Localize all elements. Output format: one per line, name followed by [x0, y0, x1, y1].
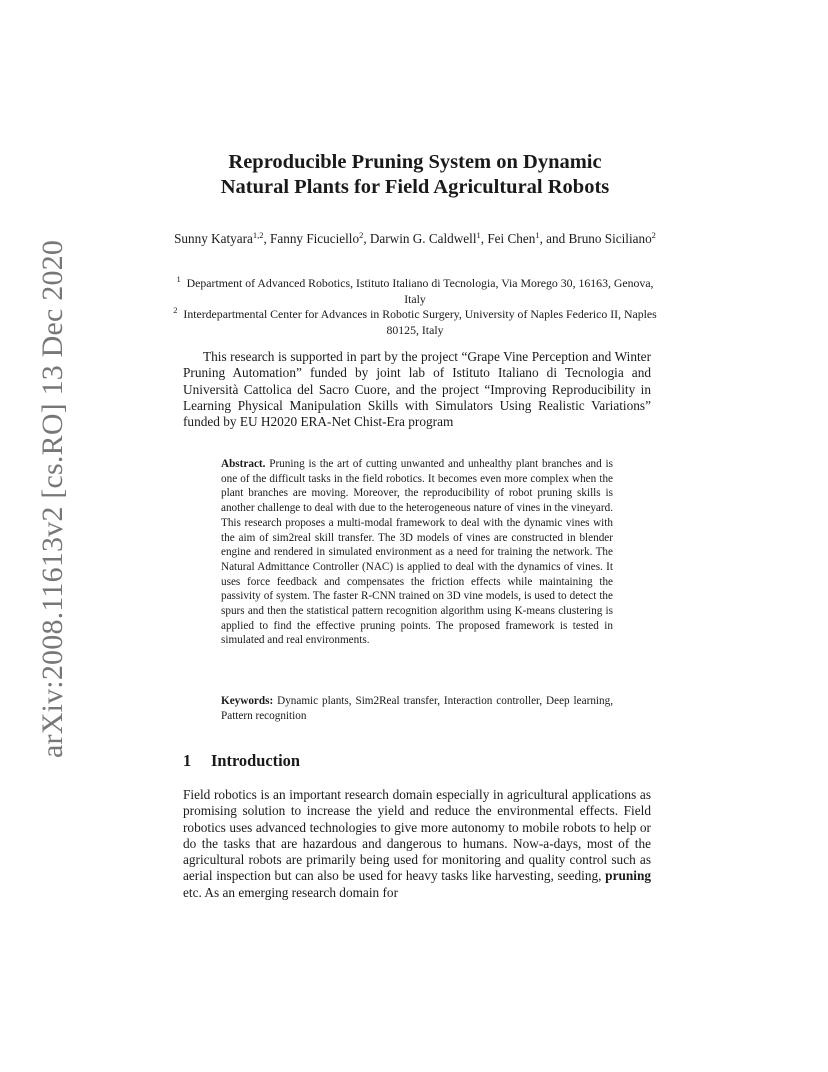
author-name: , and Bruno Siciliano: [539, 231, 652, 246]
intro-bold-word: pruning: [605, 868, 651, 884]
keywords-text: Dynamic plants, Sim2Real transfer, Interaction controller, Deep learning, Pattern recognition: [221, 695, 614, 722]
intro-text: Field robotics is an important research domain especially in agricultural applications as promising solution to increase the yield and reduce the environmental effects. Field robotics uses advanced technologies to give more autonomy to mobile robots to help or do the tasks that are hazardous and dangerous to humans. Now-a-days, most of the agricultural robots are primarily being used for monitoring and quality control such as aerial inspection but can also be used for heavy tasks like harvesting, seeding,: [183, 787, 651, 884]
paper-title-line-1: Reproducible Pruning System on Dynamic: [228, 151, 602, 173]
affiliations: [170, 276, 660, 338]
affiliation-1: [170, 276, 660, 307]
author-list: [160, 230, 670, 247]
affiliation-2: [170, 307, 660, 338]
author-affiliation-mark: 2: [359, 230, 364, 240]
section-number: 1: [183, 751, 192, 770]
author-name: , Darwin G. Caldwell: [363, 231, 477, 246]
keywords: [221, 694, 613, 723]
affiliation-number: 2: [173, 305, 178, 315]
abstract: [221, 457, 613, 648]
author-affiliation-mark: 1: [535, 230, 540, 240]
section-title: Introduction: [211, 751, 300, 770]
intro-text-end: etc. As an emerging research domain for: [183, 884, 399, 900]
paper-title-line-2: Natural Plants for Field Agricultural Robots: [220, 176, 610, 198]
funding-note: This research is supported in part by the project “Grape Vine Perception and Winter Pruning Automation” funded by joint lab of Istituto Italiano di Tecnologia and Università Cattolica del Sacro Cuore, and the project “Improving Reproducibility in Learning Physical Manipulation Skills with Simulators Using Realistic Variations” funded by EU H2020 ERA-Net Chist-Era program: [183, 349, 651, 430]
author-name: Sunny Katyara: [174, 231, 253, 246]
keywords-label: Keywords:: [221, 695, 274, 707]
abstract-text: Pruning is the art of cutting unwanted and unhealthy plant branches and is one of the difficult tasks in the field robotics. It becomes even more complex when the plant branches are moving. Moreover, the reproducibility of robot pruning skills is another challenge to deal with due to the heterogeneous nature of vines in the vineyard. This research proposes a multi-modal framework to deal with the dynamic vines with the aim of sim2real skill transfer. The 3D models of vines are constructed in blender engine and rendered in simulated environment as a need for training the network. The Natural Admittance Controller (NAC) is applied to deal with the dynamics of vines. It uses force feedback and compensates the friction effects while maintaining the passivity of system. The faster R-CNN trained on 3D vine models, is used to detect the spurs and then the statistical pattern recognition algorithm using K-means clustering is applied to find the effective pruning points. The proposed framework is tested in simulated and real environments.: [221, 458, 613, 647]
paper-title: [150, 150, 680, 200]
author-name: , Fanny Ficuciello: [263, 231, 360, 246]
introduction-paragraph: [183, 787, 651, 901]
author-affiliation-mark: 1: [476, 230, 481, 240]
section-heading: [183, 751, 300, 771]
arxiv-identifier-stamp: arXiv:2008.11613v2 [cs.RO] 13 Dec 2020: [36, 239, 69, 758]
affiliation-text: Interdepartmental Center for Advances in Robotic Surgery, University of Naples Federico II, Naples 80125, Italy: [183, 307, 657, 337]
author-affiliation-mark: 1,2: [252, 230, 264, 240]
affiliation-number: 1: [176, 274, 181, 284]
author-name: , Fei Chen: [480, 231, 536, 246]
affiliation-text: Department of Advanced Robotics, Istituto Italiano di Tecnologia, Via Morego 30, 16163, Genova, Italy: [186, 276, 654, 306]
author-affiliation-mark: 2: [651, 230, 656, 240]
abstract-label: Abstract.: [221, 458, 266, 470]
